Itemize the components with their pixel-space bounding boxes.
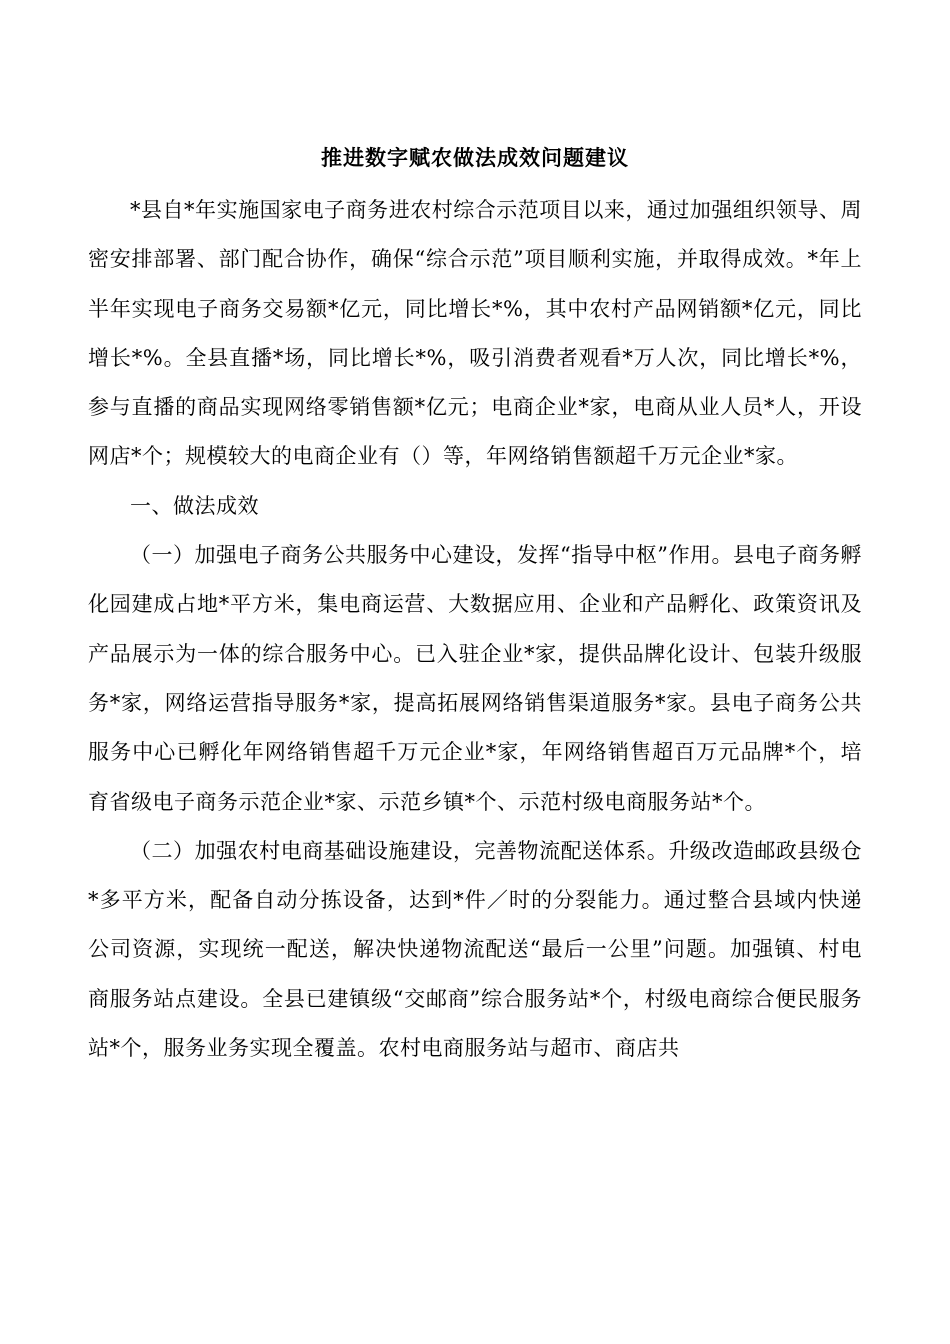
- document-page: [88, 138, 862, 1073]
- document-title: 推进数字赋农做法成效问题建议: [321, 145, 629, 170]
- intro-paragraph: *县自*年实施国家电子商务进农村综合示范项目以来，通过加强组织领导、周密安排部署、部门配合协作，确保“综合示范”项目顺利实施，并取得成效。*年上半年实现电子商务交易额*亿元，同比增长*%，其中农村产品网销额*亿元，同比增长*%。全县直播*场，同比增长*%，吸引消费者观看*万人次，同比增长*%，参与直播的商品实现网络零销售额*亿元；电商企业*家，电商从业人员*人，开设网店*个；规模较大的电商企业有（）等，年网络销售额超千万元企业*家。: [88, 198, 862, 469]
- section-heading-1: 一、做法成效: [130, 493, 259, 518]
- section1-item2-paragraph: （二）加强农村电商基础设施建设，完善物流配送体系。升级改造邮政县级仓*多平方米，配备自动分拣设备，达到*件／时的分裂能力。通过整合县域内快递公司资源，实现统一配送，解决快递物流配送“最后一公里”问题。加强镇、村电商服务站点建设。全县已建镇级“交邮商”综合服务站*个，村级电商综合便民服务站*个，服务业务实现全覆盖。农村电商服务站与超市、商店共: [88, 838, 862, 1061]
- section1-item1-paragraph: （一）加强电子商务公共服务中心建设，发挥“指导中枢”作用。县电子商务孵化园建成占地*平方米，集电商运营、大数据应用、企业和产品孵化、政策资讯及产品展示为一体的综合服务中心。已入驻企业*家，提供品牌化设计、包装升级服务*家，网络运营指导服务*家，提高拓展网络销售渠道服务*家。县电子商务公共服务中心已孵化年网络销售超千万元企业*家，年网络销售超百万元品牌*个，培育省级电子商务示范企业*家、示范乡镇*个、示范村级电商服务站*个。: [88, 543, 862, 814]
